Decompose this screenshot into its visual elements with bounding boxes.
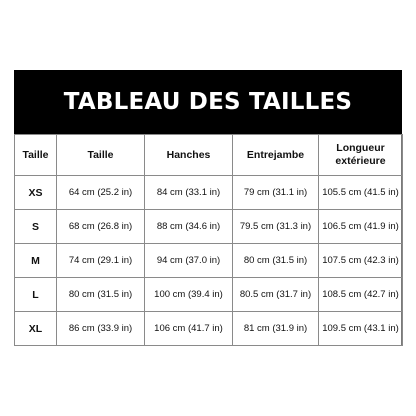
size-label: S <box>15 210 57 244</box>
header-size: Taille <box>15 135 57 176</box>
outseam-value: 107.5 cm (42.3 in) <box>319 244 403 278</box>
hips-value: 88 cm (34.6 in) <box>145 210 233 244</box>
waist-value: 80 cm (31.5 in) <box>57 278 145 312</box>
outseam-value: 109.5 cm (43.1 in) <box>319 312 403 346</box>
inseam-value: 79 cm (31.1 in) <box>233 176 319 210</box>
waist-value: 74 cm (29.1 in) <box>57 244 145 278</box>
table-row <box>15 210 403 244</box>
header-hips: Hanches <box>145 135 233 176</box>
outseam-value: 108.5 cm (42.7 in) <box>319 278 403 312</box>
size-chart-title: TABLEAU DES TAILLES <box>63 89 353 115</box>
size-label: XL <box>15 312 57 346</box>
inseam-value: 80 cm (31.5 in) <box>233 244 319 278</box>
outseam-value: 106.5 cm (41.9 in) <box>319 210 403 244</box>
inseam-value: 79.5 cm (31.3 in) <box>233 210 319 244</box>
outseam-value: 105.5 cm (41.5 in) <box>319 176 403 210</box>
hips-value: 94 cm (37.0 in) <box>145 244 233 278</box>
size-chart-table <box>14 134 403 346</box>
header-row <box>15 135 403 176</box>
header-waist: Taille <box>57 135 145 176</box>
size-chart-body <box>15 176 403 346</box>
hips-value: 100 cm (39.4 in) <box>145 278 233 312</box>
inseam-value: 81 cm (31.9 in) <box>233 312 319 346</box>
size-label: L <box>15 278 57 312</box>
hips-value: 106 cm (41.7 in) <box>145 312 233 346</box>
table-row <box>15 278 403 312</box>
table-row <box>15 244 403 278</box>
inseam-value: 80.5 cm (31.7 in) <box>233 278 319 312</box>
size-chart-title-band <box>14 70 402 134</box>
size-chart-header <box>15 135 403 176</box>
waist-value: 86 cm (33.9 in) <box>57 312 145 346</box>
table-row <box>15 176 403 210</box>
waist-value: 68 cm (26.8 in) <box>57 210 145 244</box>
size-label: M <box>15 244 57 278</box>
header-inseam: Entrejambe <box>233 135 319 176</box>
size-label: XS <box>15 176 57 210</box>
table-row <box>15 312 403 346</box>
hips-value: 84 cm (33.1 in) <box>145 176 233 210</box>
header-outseam: Longueur extérieure <box>319 135 403 176</box>
waist-value: 64 cm (25.2 in) <box>57 176 145 210</box>
